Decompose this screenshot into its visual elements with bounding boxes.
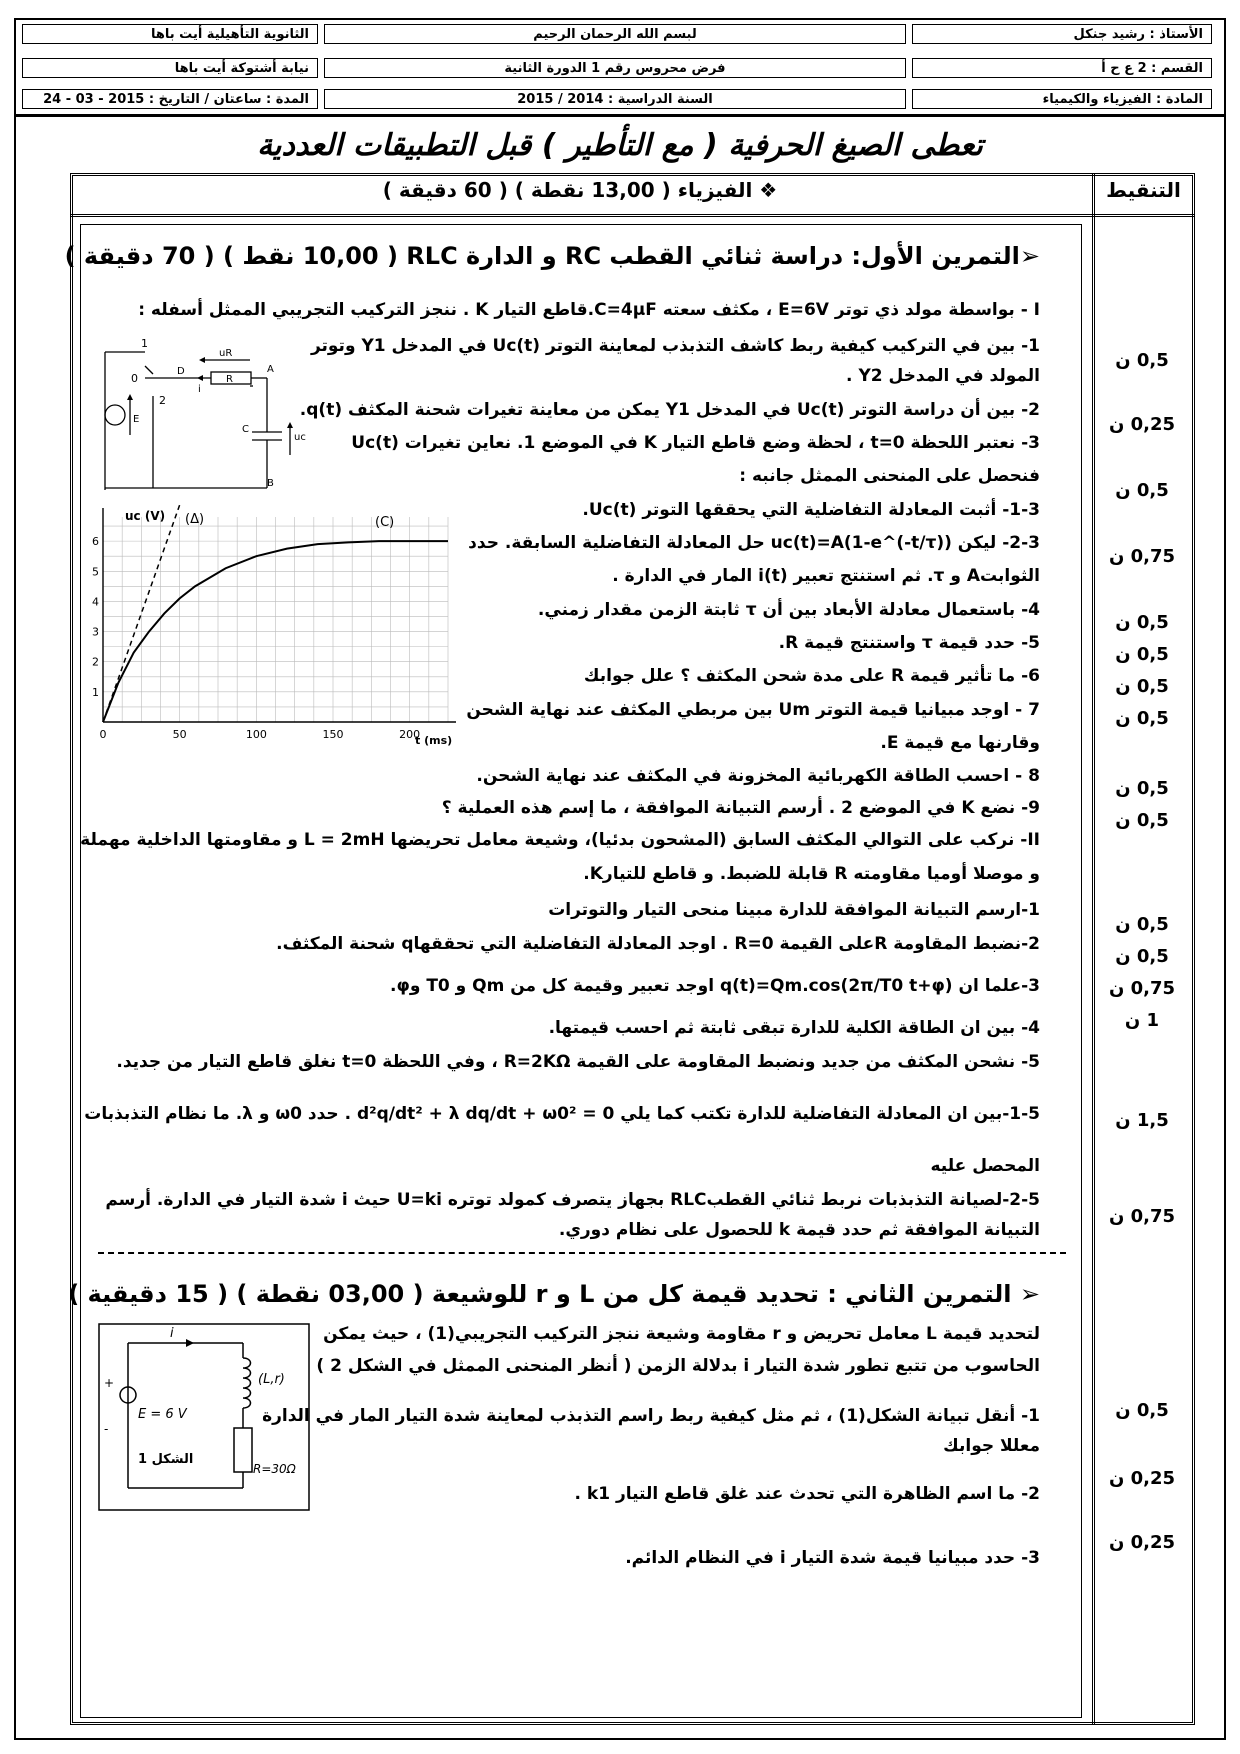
- score-badge: 0,5 ن: [1115, 914, 1169, 935]
- ex2-line: 1- أنقل تبيانة الشكل(1) ، ثم مثل كيفية ربط راسم التذبذب لمعاينة شدة التيار المار في الدارة: [262, 1406, 1040, 1426]
- ex1-line: 2-نضبط المقاومة Rعلى القيمة R=0 . اوجد المعادلة التفاضلية التي تحققهاq شحنة المكثف.: [276, 934, 1040, 954]
- header-delegation: نيابة أشتوكة أيت باها: [22, 58, 318, 78]
- ex1-line: 4- باستعمال معادلة الأبعاد بين أن τ ثابتة الزمن مقدار زمني.: [537, 600, 1040, 620]
- circuit1-label: R: [226, 374, 233, 385]
- ex1-line: 3- نعتبر اللحظة t=0 ، لحظة وضع قاطع التيار K في الموضع 1. نعاين تغيرات Uc(t): [351, 433, 1040, 453]
- score-badge: 0,5 ن: [1115, 350, 1169, 371]
- uc-chart: [92, 500, 490, 755]
- score-badge: 0,5 ن: [1115, 778, 1169, 799]
- header-subject: المادة : الفيزياء والكيمياء: [912, 89, 1212, 109]
- circuit1-label: 2: [159, 394, 166, 407]
- table-head-divider: [70, 214, 1195, 217]
- chart-y-tick-label: 6: [92, 535, 99, 549]
- ex2-line: 2- ما اسم الظاهرة التي تحدث عند غلق قاطع التيار k1 .: [574, 1484, 1040, 1504]
- chart-grid: [103, 517, 448, 722]
- circuit1-label: 1: [141, 337, 148, 350]
- header-basmala: لبسم الله الرحمان الرحيم: [324, 24, 906, 44]
- chart-y-tick-label: 3: [92, 625, 99, 639]
- lr-circuit-diagram: [98, 1323, 313, 1513]
- ex1-line: 2-5-لصيانة التذبذبات نربط ثنائي القطبRLC بجهاز يتصرف كمولد توتره U=ki حيث i شدة التيار في الدارة. أرسم: [105, 1190, 1040, 1210]
- score-badge: 0,75 ن: [1108, 546, 1176, 567]
- circuit1-label: D: [177, 366, 185, 377]
- chart-ylabel: uc (V): [125, 509, 166, 523]
- rc-circuit-diagram: [95, 330, 325, 490]
- ex1-line: 6- ما تأثير قيمة R على مدة شحن المكثف ؟ علل جوابك: [583, 666, 1040, 686]
- chart-y-tick-label: 4: [92, 595, 99, 609]
- score-badge: 0,5 ن: [1115, 1400, 1169, 1421]
- score-badge: 0,5 ن: [1115, 644, 1169, 665]
- circuit1-label: B: [267, 478, 274, 489]
- ex1-line: 1-5-بين ان المعادلة التفاضلية للدارة تكتب كما يلي d²q/dt² + λ dq/dt + ω0² = 0 . حدد ω0 و λ. ما نظام التذبذبات: [84, 1104, 1040, 1124]
- ex1-line: الثوابتA و τ. ثم استنتج تعبير i(t) المار في الدارة .: [612, 566, 1040, 586]
- chart-legend-delta: (Δ): [185, 512, 205, 527]
- score-badge: 0,5 ن: [1115, 946, 1169, 967]
- score-badge: 0,5 ن: [1115, 676, 1169, 697]
- header-duration-date: المدة : ساعتان / التاريخ : 2015 - 03 - 24: [22, 89, 318, 109]
- circuit2-label: الشكل 1: [138, 1452, 194, 1467]
- header-divider: [14, 114, 1226, 117]
- ex1-line: 2-3- ليكن uc(t)=A(1-e^(-t/τ)) حل المعادلة التفاضلية السابقة. حدد: [468, 533, 1040, 553]
- ex1-line: II- نركب على التوالي المكثف السابق (المشحون بدئيا)، وشيعة معامل تحريضها L = 2mH و مقاومتها الداخلية مهملة: [80, 830, 1040, 850]
- circuit1-label: i: [198, 384, 201, 395]
- header-school: الثانوية التأهيلية أيت باها: [22, 24, 318, 44]
- circuit1-label: uR: [219, 348, 233, 359]
- circuit2-label: -: [104, 1422, 109, 1436]
- score-badge: 1,5 ن: [1115, 1110, 1169, 1131]
- chart-x-tick-label: 150: [322, 728, 344, 741]
- chart-y-tick-label: 5: [92, 565, 99, 579]
- ex1-line: المولد في المدخل Y2 .: [846, 366, 1040, 386]
- score-heading: التنقيط: [1106, 178, 1181, 202]
- score-badge: 0,5 ن: [1115, 480, 1169, 501]
- physics-heading: ❖ الفيزياء ( 13,00 نقطة ) ( 60 دقيقة ): [382, 178, 778, 202]
- chart-x-tick-label: 50: [172, 728, 187, 741]
- exercise-separator: [98, 1252, 1066, 1254]
- ex1-line: 5- نشحن المكثف من جديد ونضبط المقاومة على القيمة R=2KΩ ، وفي اللحظة t=0 نغلق قاطع التيار من جديد.: [116, 1052, 1040, 1072]
- ex1-line: 1-3- أثبت المعادلة التفاضلية التي يحققها التوتر Uc(t).: [582, 500, 1040, 520]
- ex1-line: و موصلا أوميا مقاومته R قابلة للضبط. و قاطع للتيارK.: [583, 864, 1040, 884]
- ex1-line: المحصل عليه: [930, 1156, 1040, 1176]
- score-badge: 0,25 ن: [1108, 414, 1176, 435]
- chart-axes: [103, 508, 456, 722]
- ex1-line: 8 - احسب الطاقة الكهربائية المخزونة في المكثف عند نهاية الشحن.: [476, 766, 1040, 786]
- score-badge: 0,5 ن: [1115, 708, 1169, 729]
- score-badge: 0,5 ن: [1115, 612, 1169, 633]
- ex1-line: 5- حدد قيمة τ واستنتج قيمة R.: [778, 633, 1040, 653]
- ex2-line: الحاسوب من تتبع تطور شدة التيار i بدلالة الزمن ( أنظر المنحنى الممثل في الشكل 2 ): [316, 1356, 1040, 1376]
- ex1-line: 1- بين في التركيب كيفية ربط كاشف التذبذب لمعاينة التوتر Uc(t) في المدخل Y1 وتوتر: [310, 336, 1040, 356]
- chart-x-tick-label: 200: [399, 728, 421, 741]
- score-badge: 0,75 ن: [1108, 978, 1176, 999]
- ex1-line: فنحصل على المنحنى الممثل جانبه :: [739, 466, 1040, 486]
- header-teacher: الأستاذ : رشيد جنكل: [912, 24, 1212, 44]
- main-title: تعطى الصيغ الحرفية ( مع التأطير ) قبل التطبيقات العددية: [257, 128, 983, 163]
- ex1-line: 7 - اوجد مبيانيا قيمة التوتر Um بين مربطي المكثف عند نهاية الشحن: [466, 700, 1040, 720]
- circuit1-label: uc: [294, 432, 306, 443]
- header-exam: فرض محروس رقم 1 الدورة الثانية: [324, 58, 906, 78]
- ex1-line: 3-علما ان q(t)=Qm.cos(2π/T0 t+φ) اوجد تعبير وقيمة كل من Qm و T0 وφ.: [390, 976, 1040, 996]
- score-badge: 0,75 ن: [1108, 1206, 1176, 1227]
- chart-x-tick-label: 100: [245, 728, 267, 741]
- ex1-line: التبيانة الموافقة ثم حدد قيمة k للحصول على نظام دوري.: [558, 1220, 1040, 1240]
- circuit2-label: R=30Ω: [253, 1462, 296, 1476]
- score-badge: 0,25 ن: [1108, 1532, 1176, 1553]
- circuit2-label: E = 6 V: [138, 1407, 187, 1422]
- ex2-line: معللا جوابك: [943, 1436, 1040, 1456]
- score-column-divider: [1092, 173, 1095, 1725]
- header-year: السنة الدراسية : 2014 / 2015: [324, 89, 906, 109]
- chart-legend-c: (C): [375, 515, 395, 530]
- circuit2-label: (L,r): [258, 1372, 285, 1387]
- circuit1-label: 0: [131, 372, 138, 385]
- exercise1-title: ➢التمرين الأول: دراسة ثنائي القطب RC و الدارة RLC ( 10,00 نقط ) ( 70 دقيقة ): [64, 242, 1040, 270]
- circuit2-label: +: [104, 1376, 115, 1390]
- ex2-line: 3- حدد مبيانيا قيمة شدة التيار i في النظام الدائم.: [625, 1548, 1040, 1568]
- ex1-line: وقارنها مع قيمة E.: [880, 733, 1040, 753]
- chart-x-tick-label: 0: [99, 728, 107, 741]
- header-class: القسم : 2 ع ح أ: [912, 58, 1212, 78]
- ex1-line: 9- نضع K في الموضع 2 . أرسم التبيانة الموافقة ، ما إسم هذه العملية ؟: [441, 798, 1040, 818]
- ex2-line: لتحديد قيمة L معامل تحريض و r مقاومة وشيعة ننجز التركيب التجريبي(1) ، حيث يمكن: [323, 1324, 1040, 1344]
- circuit2-label: i: [170, 1326, 174, 1341]
- chart-xlabel: t (ms): [415, 734, 453, 747]
- score-badge: 0,5 ن: [1115, 810, 1169, 831]
- ex1-line: 2- بين أن دراسة التوتر Uc(t) في المدخل Y1 يمكن من معاينة تغيرات شحنة المكثف q(t).: [299, 400, 1040, 420]
- circuit1-label: C: [242, 424, 249, 435]
- exercise2-title: ➢ التمرين الثاني : تحديد قيمة كل من L و r للوشيعة ( 03,00 نقطة ) ( 15 دقيقية ): [68, 1280, 1040, 1308]
- circuit1-label: A: [267, 364, 274, 375]
- ex1-line: I - بواسطة مولد ذي توتر E=6V ، مكثف سعته C=4µF.قاطع التيار K . ننجز التركيب التجريبي الممثل أسفله :: [138, 300, 1040, 320]
- ex1-line: 4- بين ان الطاقة الكلية للدارة تبقى ثابتة ثم احسب قيمتها.: [548, 1018, 1040, 1038]
- chart-y-tick-label: 2: [92, 655, 99, 669]
- score-badge: 0,25 ن: [1108, 1468, 1176, 1489]
- chart-y-tick-label: 1: [92, 685, 99, 699]
- score-badge: 1 ن: [1124, 1010, 1160, 1031]
- circuit1-label: E: [133, 414, 140, 425]
- ex1-line: 1-ارسم التبيانة الموافقة للدارة مبينا منحى التيار والتوترات: [548, 900, 1040, 920]
